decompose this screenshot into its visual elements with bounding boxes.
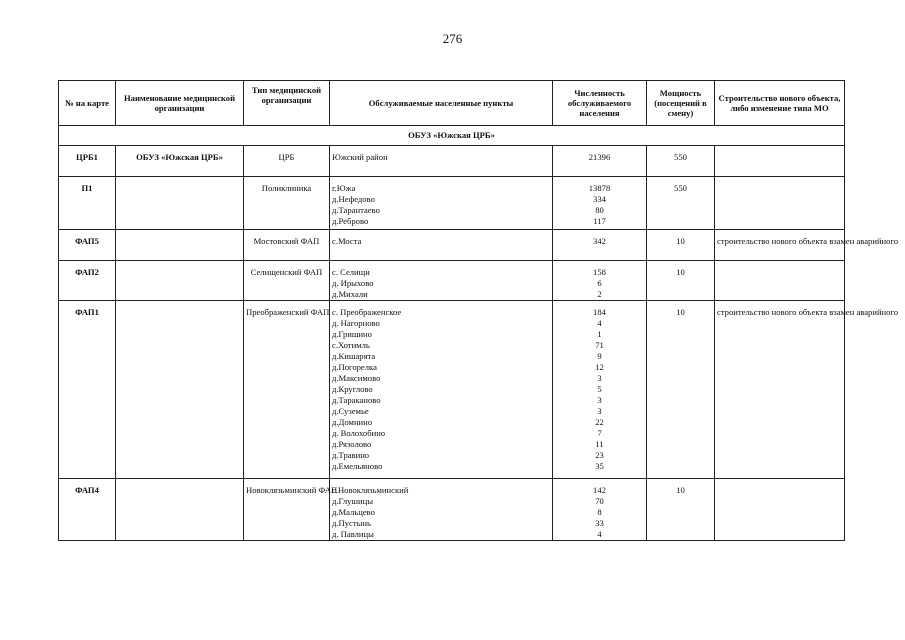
table-row [59, 146, 845, 177]
row-organization-name [116, 479, 244, 541]
settlement-name: д.Реброво [332, 216, 369, 226]
settlement-name: д.Травино [332, 450, 370, 460]
settlement-name: д.Домнино [332, 417, 373, 427]
row-code: ФАП2 [59, 261, 116, 301]
settlement-name: д.Емельяново [332, 461, 383, 471]
population-value: 142 [593, 485, 606, 495]
row-organization-name: ОБУЗ «Южская ЦРБ» [116, 146, 244, 177]
header-type: Тип медицинской организации [244, 81, 330, 126]
settlement-name: д.Погорелка [332, 362, 377, 372]
population-value: 3 [597, 395, 602, 405]
population-value: 4 [597, 318, 602, 328]
row-population [553, 146, 647, 177]
row-organization-type: ЦРБ [244, 146, 330, 177]
row-population [553, 177, 647, 230]
row-organization-type: Новоклязьминский ФАП [244, 479, 330, 541]
population-value: 117 [593, 216, 606, 226]
settlement-name: д.Тараканово [332, 395, 381, 405]
row-population [553, 230, 647, 261]
row-construction [715, 146, 845, 177]
settlement-name: д.Круглово [332, 384, 373, 394]
row-population [553, 261, 647, 301]
table-row [59, 177, 845, 230]
header-num: № на карте [59, 81, 116, 126]
settlement-name: д. Нагорново [332, 318, 380, 328]
header-name: Наименование медицинской организации [116, 81, 244, 126]
medical-organizations-table [58, 80, 899, 541]
population-value: 184 [593, 307, 606, 317]
row-settlements [330, 146, 553, 177]
settlement-name: д.Рязолово [332, 439, 372, 449]
settlement-name: д.Пустынь [332, 518, 371, 528]
settlement-name: д. Павлицы [332, 529, 374, 539]
row-code: П1 [59, 177, 116, 230]
population-value: 6 [597, 278, 602, 288]
table-row [59, 230, 845, 261]
settlement-name: с. Селищи [332, 267, 370, 277]
settlement-name: с. Преображенское [332, 307, 402, 317]
settlement-name: д.Кишарята [332, 351, 376, 361]
row-capacity: 550 [647, 146, 715, 177]
population-value: 4 [597, 529, 602, 539]
settlement-name: с.Моста [332, 236, 362, 246]
row-settlements [330, 261, 553, 301]
row-settlements [330, 301, 553, 479]
population-value: 23 [595, 450, 604, 460]
population-value: 3 [597, 406, 602, 416]
population-value: 13878 [588, 183, 611, 193]
row-capacity: 10 [647, 261, 715, 301]
settlement-name: Южский район [332, 152, 388, 162]
settlement-name: д.Нефедово [332, 194, 375, 204]
row-organization-name [116, 230, 244, 261]
population-value: 5 [597, 384, 602, 394]
population-value: 7 [597, 428, 602, 438]
population-value: 11 [595, 439, 604, 449]
population-value: 3 [597, 373, 602, 383]
population-value: 71 [595, 340, 604, 350]
population-value: 158 [593, 267, 606, 277]
row-construction [715, 261, 845, 301]
settlement-name: д. Ирыхово [332, 278, 374, 288]
page-number: 276 [442, 31, 463, 46]
population-value: 342 [593, 236, 606, 246]
population-value: 35 [595, 461, 604, 471]
row-organization-type: Мостовский ФАП [244, 230, 330, 261]
row-construction: строительство нового объекта взамен аварийного [715, 301, 845, 479]
population-value: 2 [597, 289, 602, 299]
row-code: ФАП5 [59, 230, 116, 261]
header-construction: Строительство нового объекта, либо изменение типа МО [715, 81, 845, 126]
row-population [553, 301, 647, 479]
population-value: 8 [597, 507, 602, 517]
table-row [59, 479, 845, 541]
population-value: 22 [595, 417, 604, 427]
row-settlements [330, 177, 553, 230]
row-settlements [330, 230, 553, 261]
row-organization-name [116, 177, 244, 230]
header-settlements: Обслуживаемые населенные пункты [330, 81, 553, 126]
settlement-name: д.Мальцево [332, 507, 375, 517]
row-organization-type: Селищенский ФАП [244, 261, 330, 301]
section-title: ОБУЗ «Южская ЦРБ» [59, 126, 845, 146]
population-value: 334 [593, 194, 606, 204]
population-value: 21396 [588, 152, 611, 162]
settlement-name: д.Глушицы [332, 496, 374, 506]
row-organization-name [116, 261, 244, 301]
settlement-name: д.Тарантаево [332, 205, 380, 215]
row-population [553, 479, 647, 541]
row-settlements [330, 479, 553, 541]
row-construction [715, 177, 845, 230]
population-value: 12 [595, 362, 604, 372]
row-organization-name [116, 301, 244, 479]
settlement-name: д.Максимово [332, 373, 381, 383]
row-code: ЦРБ1 [59, 146, 116, 177]
row-organization-type: Поликлиника [244, 177, 330, 230]
population-value: 70 [595, 496, 604, 506]
header-population: Численность обслуживаемого населения [553, 81, 647, 126]
row-capacity: 10 [647, 230, 715, 261]
row-capacity: 10 [647, 479, 715, 541]
settlement-name: д. Волохобино [332, 428, 386, 438]
header-capacity: Мощность (посещений в смену) [647, 81, 715, 126]
settlement-name: г.Южа [332, 183, 356, 193]
population-value: 1 [597, 329, 602, 339]
row-code: ФАП4 [59, 479, 116, 541]
settlement-name: д.Гришино [332, 329, 372, 339]
row-code: ФАП1 [59, 301, 116, 479]
settlement-name: с.Хотимль [332, 340, 370, 350]
settlement-name: д.Суземье [332, 406, 369, 416]
row-organization-type: Преображенский ФАП [244, 301, 330, 479]
row-construction [715, 479, 845, 541]
table-row [59, 301, 845, 479]
row-capacity: 10 [647, 301, 715, 479]
row-capacity: 550 [647, 177, 715, 230]
table-row [59, 261, 845, 301]
population-value: 80 [595, 205, 604, 215]
settlement-name: д.Михали [332, 289, 368, 299]
row-construction: строительство нового объекта взамен аварийного [715, 230, 845, 261]
population-value: 33 [595, 518, 604, 528]
settlement-name: с.Новоклязьминский [332, 485, 409, 495]
section-row [59, 126, 845, 146]
population-value: 9 [597, 351, 602, 361]
header-row [59, 81, 845, 126]
